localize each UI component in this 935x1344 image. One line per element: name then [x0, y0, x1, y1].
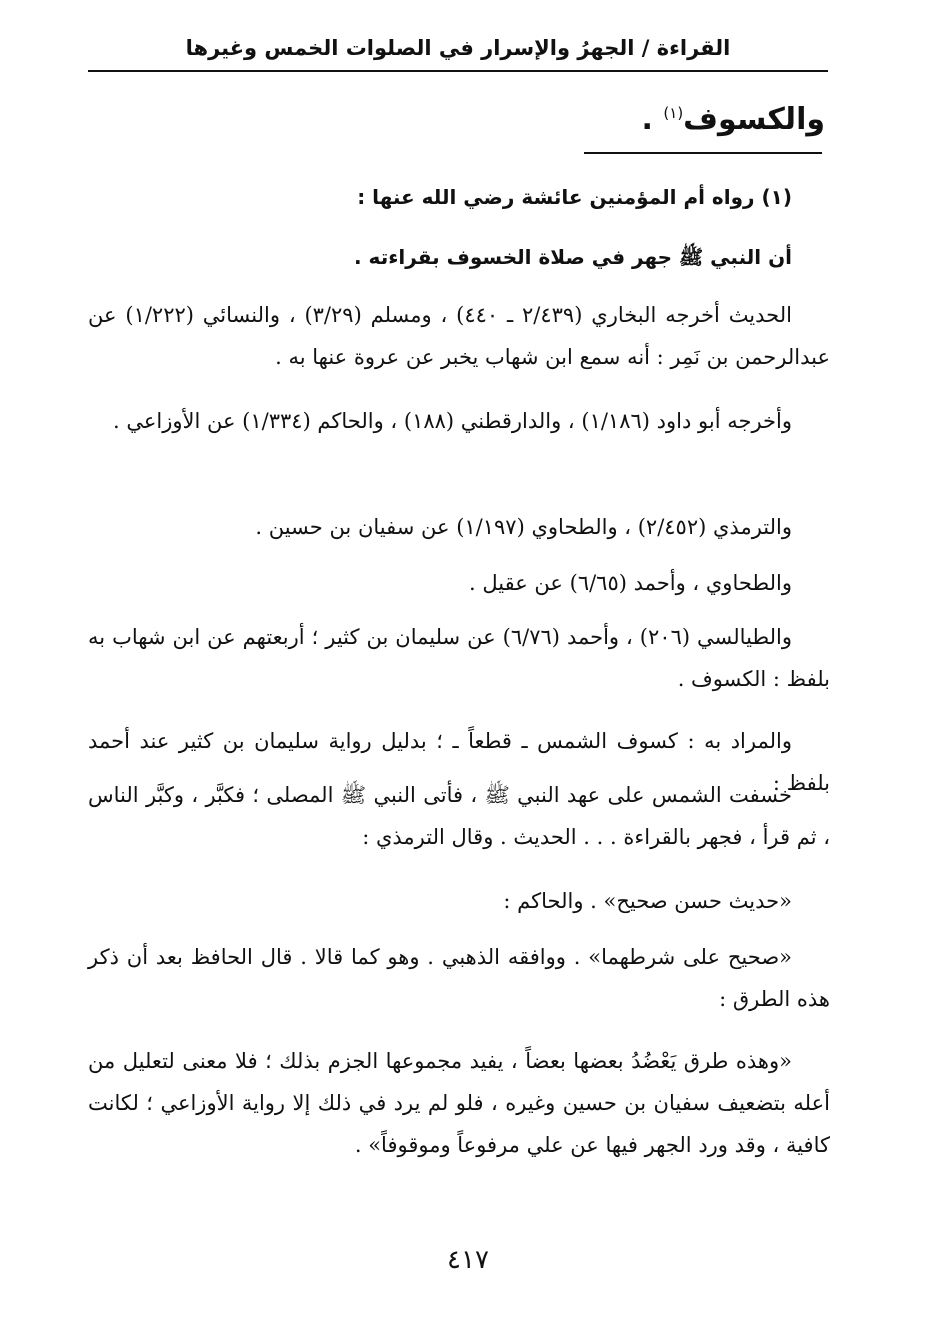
- footnote-paragraph: والترمذي (٢/٤٥٢) ، والطحاوي (١/١٩٧) عن سفيان بن حسين .: [255, 515, 792, 539]
- footnote-paragraph: خسفت الشمس على عهد النبي ﷺ ، فأتى النبي ﷺ المصلى ؛ فكبَّر ، وكبَّر الناس ، ثم قرأ ، فجهر بالقراءة . . . الحديث . وقال الترمذي :: [88, 783, 830, 849]
- header-rule: [88, 70, 828, 72]
- page-number: ٤١٧: [447, 1245, 489, 1275]
- main-text-word: والكسوف: [683, 102, 825, 137]
- footnote-reference: (١): [663, 104, 684, 122]
- footnote-paragraph: «حديث حسن صحيح» . والحاكم :: [503, 889, 792, 913]
- footnote-hadith-text: أن النبي ﷺ جهر في صلاة الخسوف بقراءته .: [354, 245, 792, 269]
- footnote-quote: «وهذه طرق يَعْضُدُ بعضها بعضاً ، يفيد مجموعها الجزم بذلك ؛ فلا معنى لتعليل من أعله بتضعيف سفيان بن حسين وغيره ، فلو لم يرد في ذلك إلا رواية الأوزاعي ؛ لكانت كافية ، وقد ورد الجهر فيها عن علي مرفوعاً وموقوفاً» .: [88, 1049, 830, 1157]
- footnote-separator: [584, 152, 822, 154]
- main-text-ending: .: [641, 102, 653, 137]
- footnote-paragraph: «صحيح على شرطهما» . ووافقه الذهبي . وهو كما قالا . قال الحافظ بعد أن ذكر هذه الطرق :: [88, 945, 830, 1011]
- footnote-paragraph: الحديث أخرجه البخاري (٢/٤٣٩ ـ ٤٤٠) ، ومسلم (٣/٢٩) ، والنسائي (١/٢٢٢) عن عبدالرحمن بن نَمِر : أنه سمع ابن شهاب يخبر عن عروة عنها به .: [88, 303, 830, 369]
- running-header: القراءة / الجهرُ والإسرار في الصلوات الخمس وغيرها: [185, 36, 731, 60]
- main-text: [500, 92, 825, 148]
- footnote-paragraph: وأخرجه أبو داود (١/١٨٦) ، والدارقطني (١٨٨) ، والحاكم (١/٣٣٤) عن الأوزاعي .: [112, 409, 792, 433]
- footnote-paragraph: والطيالسي (٢٠٦) ، وأحمد (٦/٧٦) عن سليمان بن كثير ؛ أربعتهم عن ابن شهاب به بلفظ : الكسوف .: [88, 625, 830, 691]
- footnote-paragraph: والمراد به : كسوف الشمس ـ قطعاً ـ ؛ بدليل رواية سليمان بن كثير عند أحمد بلفظ :: [88, 729, 830, 795]
- footnote-paragraph: والطحاوي ، وأحمد (٦/٦٥) عن عقيل .: [469, 571, 792, 595]
- footnote-intro: (١) رواه أم المؤمنين عائشة رضي الله عنها :: [357, 185, 792, 209]
